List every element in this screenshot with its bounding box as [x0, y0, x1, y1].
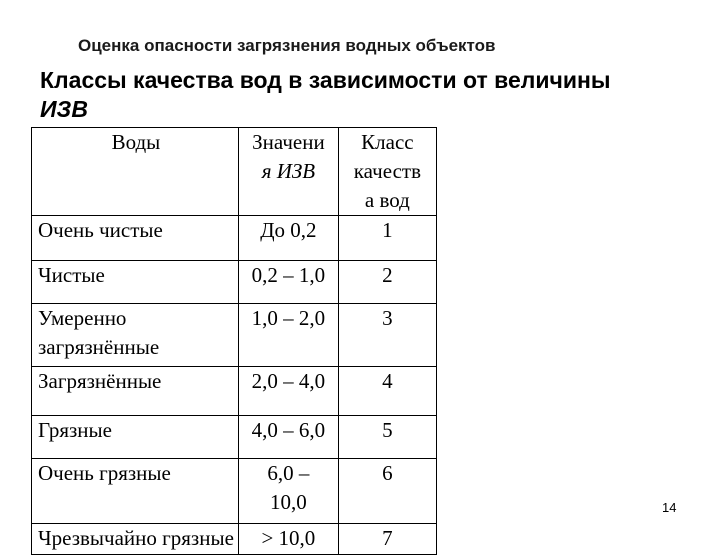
table-header-row: [32, 128, 437, 216]
row-name: Очень чистые: [32, 216, 239, 261]
header-izv-value: [238, 128, 338, 216]
heading-line-2: ИЗВ: [40, 96, 88, 122]
row-value: 2,0 – 4,0: [238, 367, 338, 416]
table-row: [32, 459, 437, 524]
row-name: Чистые: [32, 261, 239, 304]
row-value: До 0,2: [238, 216, 338, 261]
row-class: 7: [338, 524, 436, 555]
row-class: 2: [338, 261, 436, 304]
page-number: 14: [662, 500, 677, 515]
header-waters: Воды: [32, 128, 239, 216]
row-class: 3: [338, 304, 436, 367]
row-name: Очень грязные: [32, 459, 239, 524]
row-name: Грязные: [32, 416, 239, 459]
water-quality-table: [31, 127, 437, 555]
row-name-line-2: загрязнённые: [38, 335, 160, 359]
table-row: [32, 304, 437, 367]
table-row: [32, 524, 437, 555]
slide-title: Оценка опасности загрязнения водных объектов: [78, 36, 496, 55]
header-class-line-3: а вод: [364, 188, 410, 212]
row-value: 1,0 – 2,0: [238, 304, 338, 367]
header-izv-line-2: [243, 157, 334, 186]
row-value: > 10,0: [238, 524, 338, 555]
header-izv-line-2-text: я ИЗВ: [261, 159, 316, 183]
table-row: [32, 216, 437, 261]
table-row: [32, 367, 437, 416]
table-row: [32, 261, 437, 304]
table-row: [32, 416, 437, 459]
row-value: 0,2 – 1,0: [238, 261, 338, 304]
row-name-line-1: Умеренно: [38, 306, 127, 330]
row-class: 4: [338, 367, 436, 416]
header-class-line-2: качеств: [353, 159, 421, 183]
row-name: Чрезвычайно грязные: [32, 524, 239, 555]
header-class-line-1: Класс: [361, 130, 414, 154]
row-class: 1: [338, 216, 436, 261]
row-name: [32, 304, 239, 367]
row-value: 4,0 – 6,0: [238, 416, 338, 459]
row-class: 5: [338, 416, 436, 459]
row-value-line-2: 10,0: [270, 490, 307, 514]
heading-line-1: Классы качества вод в зависимости от величины: [40, 67, 611, 93]
row-name: Загрязнённые: [32, 367, 239, 416]
header-izv-line-1: Значени: [252, 130, 325, 154]
row-value: [238, 459, 338, 524]
header-quality-class: [338, 128, 436, 216]
page-heading: [40, 66, 700, 124]
row-class: 6: [338, 459, 436, 524]
row-value-line-1: 6,0 –: [267, 461, 310, 485]
